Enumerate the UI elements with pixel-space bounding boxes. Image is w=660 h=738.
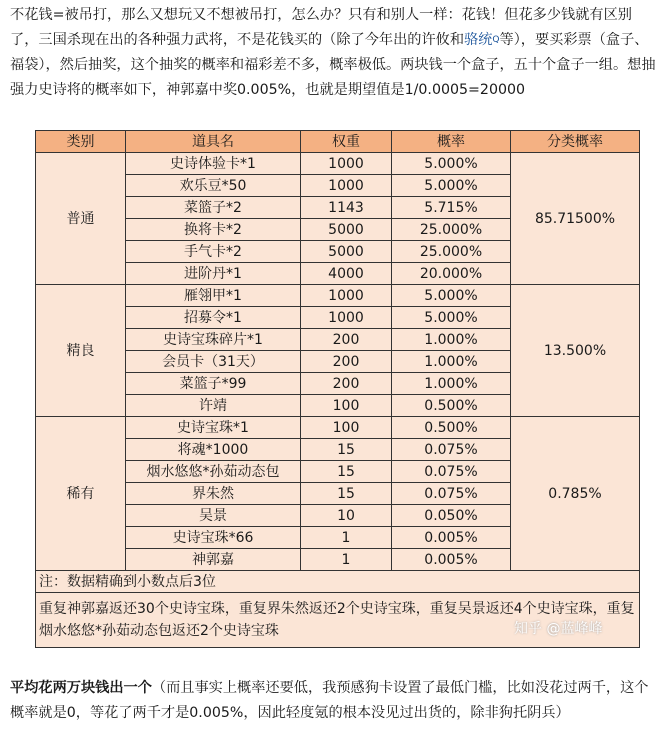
probability-cell: 0.005% <box>392 527 511 549</box>
weight-cell: 1 <box>301 527 392 549</box>
outro-paragraph <box>10 676 656 726</box>
weight-cell: 1143 <box>301 197 392 219</box>
table-row <box>36 417 640 439</box>
weight-cell: 1000 <box>301 307 392 329</box>
probability-cell: 0.050% <box>392 505 511 527</box>
weight-cell: 200 <box>301 373 392 395</box>
category-probability-cell: 85.71500% <box>511 153 640 285</box>
weight-cell: 1000 <box>301 153 392 175</box>
item-name-cell: 史诗宝珠碎片*1 <box>126 329 301 351</box>
weight-cell: 200 <box>301 351 392 373</box>
item-name-cell: 界朱然 <box>126 483 301 505</box>
probability-cell: 0.005% <box>392 549 511 571</box>
header-probability: 概率 <box>392 131 511 153</box>
item-name-cell: 招募令*1 <box>126 307 301 329</box>
item-name-cell: 雁翎甲*1 <box>126 285 301 307</box>
weight-cell: 15 <box>301 483 392 505</box>
table-body <box>36 153 640 571</box>
weight-cell: 5000 <box>301 219 392 241</box>
item-name-cell: 手气卡*2 <box>126 241 301 263</box>
intro-text-after: 等），要买彩票（盒子、福袋），然后抽奖，这个抽奖的概率和福彩差不多，概率极低。两块钱一个盒子，五十个盒子一组。想抽强力史诗将的概率如下，神郭嘉中奖0.005%，也就是期望值是1/0.0005=20000 <box>10 32 656 98</box>
intro-text-before: 不花钱=被吊打，那么又想玩又不想被吊打，怎么办？只有和别人一样：花钱！但花多少钱就有区别了，三国杀现在出的各种强力武将，不是花钱买的（除了今年出的许攸和 <box>10 7 632 48</box>
item-name-cell: 史诗宝珠*1 <box>126 417 301 439</box>
probability-cell: 5.000% <box>392 153 511 175</box>
item-name-cell: 会员卡（31天） <box>126 351 301 373</box>
item-name-cell: 进阶丹*1 <box>126 263 301 285</box>
item-name-cell: 神郭嘉 <box>126 549 301 571</box>
weight-cell: 100 <box>301 417 392 439</box>
header-category: 类别 <box>36 131 126 153</box>
outro-text: （而且事实上概率还要低，我预感狗卡设置了最低门槛，比如没花过两千，这个概率就是0，等花了两千才是0.005%，因此轻度氪的根本没见过出货的，除非狗托阴兵） <box>10 680 649 721</box>
weight-cell: 4000 <box>301 263 392 285</box>
weight-cell: 1000 <box>301 285 392 307</box>
probability-cell: 5.715% <box>392 197 511 219</box>
category-probability-cell: 13.500% <box>511 285 640 417</box>
probability-cell: 25.000% <box>392 241 511 263</box>
precision-note: 注：数据精确到小数点后3位 <box>36 571 640 593</box>
probability-cell: 5.000% <box>392 285 511 307</box>
header-category-probability: 分类概率 <box>511 131 640 153</box>
weight-cell: 200 <box>301 329 392 351</box>
note-row <box>36 571 640 593</box>
weight-cell: 5000 <box>301 241 392 263</box>
intro-paragraph <box>10 3 656 103</box>
item-name-cell: 烟水悠悠*孙茹动态包 <box>126 461 301 483</box>
table-header-row <box>36 131 640 153</box>
item-name-cell: 吴景 <box>126 505 301 527</box>
probability-cell: 5.000% <box>392 307 511 329</box>
category-cell: 精良 <box>36 285 126 417</box>
probability-cell: 0.075% <box>392 461 511 483</box>
weight-cell: 100 <box>301 395 392 417</box>
header-weight: 权重 <box>301 131 392 153</box>
lottery-probability-table <box>35 130 640 648</box>
probability-cell: 1.000% <box>392 329 511 351</box>
outro-bold-text: 平均花两万块钱出一个 <box>10 680 152 696</box>
probability-cell: 0.075% <box>392 439 511 461</box>
table-row <box>36 153 640 175</box>
category-cell: 稀有 <box>36 417 126 571</box>
item-name-cell: 菜篮子*99 <box>126 373 301 395</box>
search-mark-icon: Q <box>492 35 500 45</box>
item-name-cell: 菜篮子*2 <box>126 197 301 219</box>
probability-cell: 1.000% <box>392 373 511 395</box>
header-item-name: 道具名 <box>126 131 301 153</box>
item-name-cell: 史诗体验卡*1 <box>126 153 301 175</box>
weight-cell: 10 <box>301 505 392 527</box>
item-name-cell: 许靖 <box>126 395 301 417</box>
item-name-cell: 换将卡*2 <box>126 219 301 241</box>
refund-note: 重复神郭嘉返还30个史诗宝珠，重复界朱然返还2个史诗宝珠，重复吴景返还4个史诗宝珠，重复烟水悠悠*孙茹动态包返还2个史诗宝珠 <box>36 593 640 648</box>
weight-cell: 1000 <box>301 175 392 197</box>
probability-cell: 20.000% <box>392 263 511 285</box>
probability-cell: 0.500% <box>392 417 511 439</box>
category-cell: 普通 <box>36 153 126 285</box>
zhihu-watermark: 知乎 @蓝峰峰 <box>514 621 603 637</box>
probability-cell: 0.500% <box>392 395 511 417</box>
item-name-cell: 将魂*1000 <box>126 439 301 461</box>
probability-cell: 5.000% <box>392 175 511 197</box>
luotong-link[interactable]: 骆统 <box>464 32 493 48</box>
category-probability-cell: 0.785% <box>511 417 640 571</box>
item-name-cell: 欢乐豆*50 <box>126 175 301 197</box>
weight-cell: 15 <box>301 439 392 461</box>
weight-cell: 1 <box>301 549 392 571</box>
probability-cell: 0.075% <box>392 483 511 505</box>
probability-cell: 1.000% <box>392 351 511 373</box>
table-row <box>36 285 640 307</box>
item-name-cell: 史诗宝珠*66 <box>126 527 301 549</box>
weight-cell: 15 <box>301 461 392 483</box>
probability-cell: 25.000% <box>392 219 511 241</box>
